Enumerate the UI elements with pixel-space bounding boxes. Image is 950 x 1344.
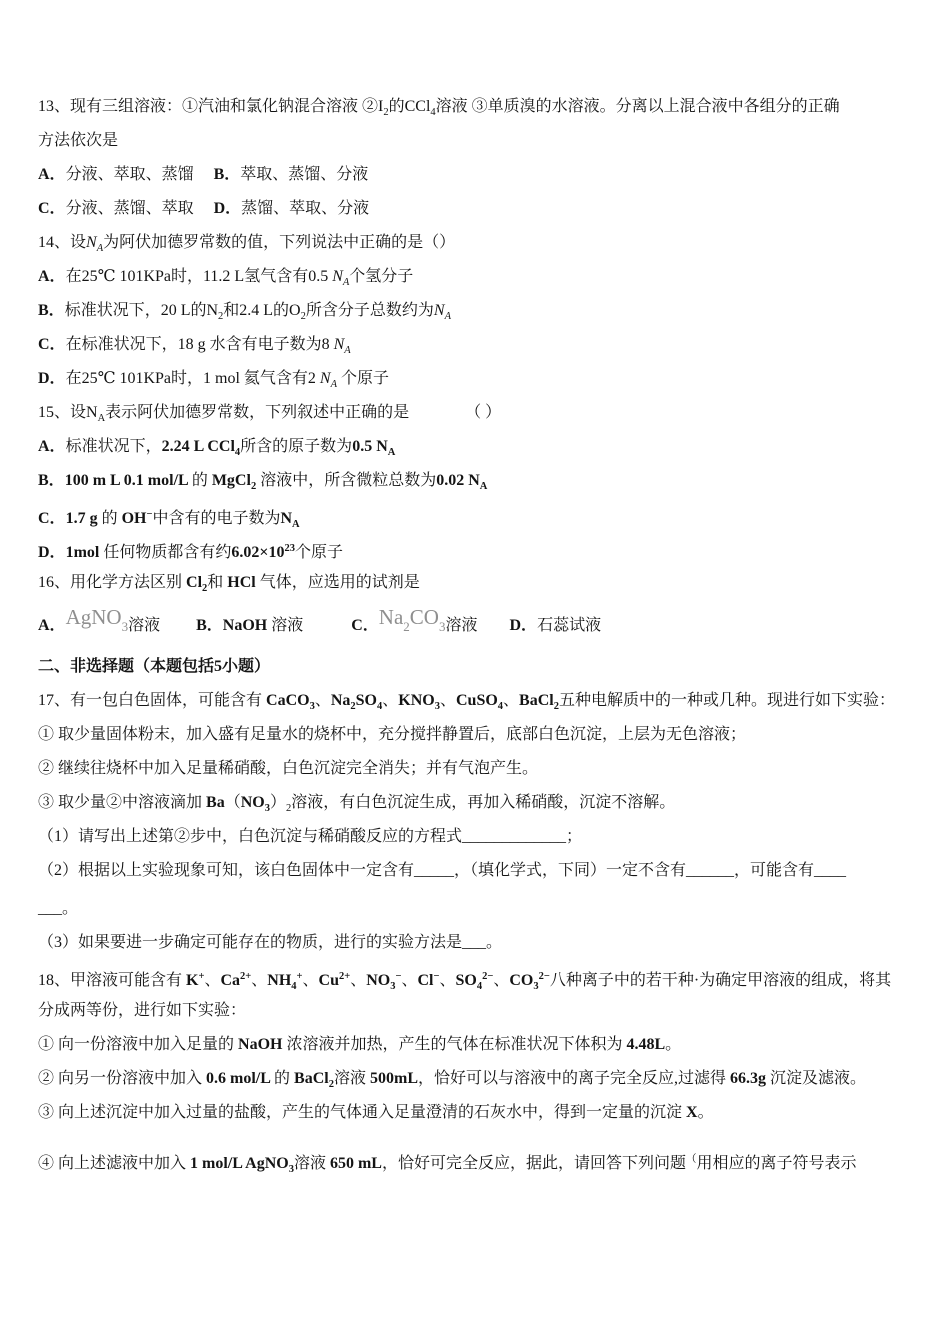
text-run: 3: [438, 619, 446, 634]
text-run: 气体，应选用的试剂是: [259, 574, 420, 591]
q18-stem-line-2: [38, 994, 916, 1028]
q17-sub-question-2-cont: [38, 892, 916, 926]
text-run: CaCO: [266, 692, 310, 709]
text-run: NaOH: [222, 617, 272, 634]
text-run: 2: [285, 803, 292, 814]
text-run: OH: [117, 510, 147, 527]
text-run: 和2.4 L的O: [223, 302, 301, 319]
text-run: Cl: [186, 574, 203, 591]
text-run: ① 取少量固体粉末，加入盛有足量水的烧杯中，充分搅拌静置后，底部白色沉淀，上层为无色溶液；: [38, 726, 747, 743]
text-run: 、: [503, 692, 520, 709]
text-run: SO: [355, 692, 377, 709]
text-run: 3: [309, 701, 315, 712]
text-run: HCl: [227, 574, 260, 591]
text-run: ___。: [38, 900, 79, 917]
text-run: ② 向另一份溶液中加入: [38, 1070, 207, 1087]
text-run: 的: [274, 1070, 295, 1087]
text-run: 沉淀及滤液。: [770, 1070, 867, 1087]
text-run: 3: [121, 619, 129, 634]
text-run: 2: [250, 481, 257, 492]
text-run: −: [146, 509, 153, 520]
text-run: NO: [240, 794, 265, 811]
text-run: 2: [328, 1079, 334, 1090]
text-run: 2.24 L CCl: [161, 438, 235, 455]
text-run: 、: [439, 692, 456, 709]
text-run: 23: [284, 543, 295, 554]
q15-option-c: [38, 498, 916, 532]
text-run: N: [332, 268, 343, 285]
text-run: 2−: [538, 971, 550, 982]
text-run: 萃取、蒸馏、分液: [240, 166, 369, 183]
text-run: Na: [378, 605, 404, 629]
text-run: 在25℃ 101KPa时，1 mol 氦气含有2: [65, 370, 320, 387]
text-run: 100 m L 0.1 mol/L: [64, 472, 192, 489]
text-run: 溶液: [333, 1070, 370, 1087]
text-run: 溶液: [128, 617, 197, 634]
text-run: ，恰好可完全反应，据此，请回答下列问题: [381, 1155, 686, 1172]
section-header: [38, 650, 916, 684]
text-run: 任何物质都含有约: [103, 544, 232, 561]
text-run: ② 继续往烧杯中加入足量稀硝酸，白色沉淀完全消失；并有气泡产生。: [38, 760, 539, 777]
text-run: A: [342, 277, 350, 288]
text-run: 4: [377, 701, 383, 712]
text-run: （2）根据以上实验现象可知，该白色固体中一定含有_____，（填化学式，下同）一定不含有______，可能含有____: [38, 862, 847, 879]
text-run: D．: [509, 617, 538, 634]
text-run: 、: [302, 972, 319, 989]
q17-stem: [38, 684, 916, 718]
text-run: X: [686, 1104, 698, 1121]
text-run: K: [186, 972, 199, 989]
text-run: 14、设: [38, 234, 87, 251]
text-run: 个氢分子: [349, 268, 414, 285]
text-run: 2: [403, 619, 410, 634]
text-run: N: [333, 336, 345, 353]
q13-options-ab: [38, 158, 916, 192]
text-run: 所含分子总数约为: [305, 302, 434, 319]
text-run: 溶液: [445, 617, 510, 634]
q13-stem-line-2: [38, 124, 916, 158]
text-run: +: [296, 971, 303, 982]
text-run: 溶液，有白色沉淀生成，再加入稀硝酸，沉淀不溶解。: [291, 794, 676, 811]
text-run: 、: [350, 972, 367, 989]
text-run: C．: [38, 200, 66, 217]
text-run: 个原子: [337, 370, 390, 387]
text-run: 0.6 mol/L: [206, 1070, 275, 1087]
q13-stem-line-1: [38, 90, 916, 124]
text-run: −: [433, 971, 440, 982]
text-run: 4: [497, 701, 504, 712]
text-run: A: [387, 447, 396, 458]
text-run: 3: [264, 803, 270, 814]
text-run: ）: [269, 794, 286, 811]
text-run: 1 mol/L AgNO: [190, 1155, 289, 1172]
q13-options-cd: [38, 192, 916, 226]
q14-option-a: [38, 260, 916, 294]
q17-sub-question-3: [38, 926, 916, 960]
text-run: B．: [38, 302, 65, 319]
q15-stem: [38, 396, 916, 430]
text-run: A: [292, 519, 300, 530]
text-run: 2+: [338, 971, 351, 982]
text-run: 66.3g: [730, 1070, 770, 1087]
q15-option-b: [38, 464, 916, 498]
text-run: SO: [455, 972, 477, 989]
text-run: 在标准状况下，18 g 水含有电子数为8: [65, 336, 334, 353]
text-run: C．: [351, 617, 379, 634]
q16-options: [38, 600, 916, 634]
q15-option-d: [38, 532, 916, 566]
q14-option-b: [38, 294, 916, 328]
text-run: 2: [202, 583, 208, 594]
text-run: 2: [553, 701, 559, 712]
text-run: ，恰好可以与溶液中的离子完全反应,过滤得: [417, 1070, 730, 1087]
q18-step-1: [38, 1028, 916, 1062]
text-run: Cl: [417, 972, 434, 989]
text-run: D．: [213, 200, 242, 217]
text-run: A．: [38, 438, 66, 455]
text-run: 中含有的电子数为: [152, 510, 281, 527]
text-run: 650 mL: [329, 1155, 382, 1172]
text-run: A．: [38, 617, 66, 634]
text-run: A: [96, 243, 104, 254]
text-run: （1）请写出上述第②步中，白色沉淀与稀硝酸反应的方程式_____________；: [38, 828, 583, 845]
text-run: Ca: [220, 972, 241, 989]
text-run: 2+: [240, 971, 252, 982]
text-run: N: [280, 510, 293, 527]
q16-stem: [38, 566, 916, 600]
text-run: B．: [213, 166, 241, 183]
text-run: ① 向一份溶液中加入足量的: [38, 1036, 239, 1053]
text-run: ④ 向上述滤液中加入: [38, 1155, 191, 1172]
text-run: 二、非选择题（本题包括5小题）: [38, 658, 271, 675]
text-run: 、: [439, 972, 456, 989]
text-run: D．: [38, 544, 66, 561]
text-run: 溶液: [271, 617, 352, 634]
text-run: 4: [234, 447, 241, 458]
text-run: A．: [38, 166, 66, 183]
text-run: （: [224, 794, 241, 811]
text-run: 3: [390, 981, 396, 992]
text-run: A: [444, 311, 451, 322]
text-run: 蒸馏、萃取、分液: [241, 200, 370, 217]
text-run: 500mL: [369, 1070, 418, 1087]
text-run: 4: [430, 107, 436, 118]
text-run: 的CCl: [388, 98, 431, 115]
text-run: 溶液中，所含微粒总数为: [256, 472, 437, 489]
text-run: N: [433, 302, 445, 319]
text-run: 、: [493, 972, 510, 989]
text-run: ③ 向上述沉淀中加入过量的盐酸，产生的气体通入足量澄清的石灰水中，得到一定量的沉淀: [38, 1104, 687, 1121]
text-run: 4: [476, 981, 483, 992]
text-run: CuSO: [455, 692, 498, 709]
text-run: 的: [191, 472, 208, 489]
text-run: 溶液 ③单质溴的水溶液。分离以上混合液中各组分的正确: [435, 98, 840, 115]
text-run: NH: [267, 972, 292, 989]
text-run: CO: [409, 605, 439, 629]
text-run: B．: [38, 472, 65, 489]
q17-sub-question-1: [38, 820, 916, 854]
text-run: 2−: [482, 971, 494, 982]
text-run: NO: [366, 972, 391, 989]
q14-option-c: [38, 328, 916, 362]
text-run: A．: [38, 268, 66, 285]
text-run: 、: [314, 692, 331, 709]
text-run: 13、现有三组溶液：①汽油和氯化钠混合溶液 ②I: [38, 98, 384, 115]
text-run: 、: [204, 972, 221, 989]
text-run: 分液、萃取、蒸馏: [65, 166, 214, 183]
text-run: 2: [218, 311, 224, 322]
text-run: 3: [288, 1164, 294, 1175]
text-run: N: [319, 370, 331, 387]
text-run: 。: [665, 1036, 682, 1053]
text-run: 五种电解质中的一种或几种。现进行如下实验：: [558, 692, 895, 709]
text-run: 18、甲溶液可能含有: [38, 972, 187, 989]
q18-step-2: [38, 1062, 916, 1096]
text-run: D．: [38, 370, 66, 387]
text-run: 八种离子中的若干种·为确定甲溶液的组成，将其: [549, 972, 892, 989]
text-run: C．: [38, 336, 66, 353]
text-run: +: [198, 971, 205, 982]
text-run: BaCl: [294, 1070, 329, 1087]
text-run: Cu: [318, 972, 339, 989]
q17-sub-question-2: [38, 854, 916, 888]
text-run: 标准状况下，20 L的N: [64, 302, 219, 319]
text-run: 用相应的离子符号表示: [696, 1155, 857, 1172]
text-run: BaCl: [519, 692, 554, 709]
text-run: （3）如果要进一步确定可能存在的物质，进行的实验方法是___。: [38, 934, 503, 951]
text-run: AgNO: [65, 605, 122, 629]
text-run: 石蕊试液: [537, 617, 602, 634]
text-run: 的: [101, 510, 118, 527]
text-run: 3: [533, 981, 539, 992]
text-run: A: [330, 379, 338, 390]
text-run: 分成两等份，进行如下实验：: [38, 1002, 247, 1019]
text-run: NaOH: [238, 1036, 287, 1053]
text-run: KNO: [398, 692, 435, 709]
q14-stem: [38, 226, 916, 260]
q18-step-3: [38, 1096, 916, 1130]
q17-step-2: [38, 752, 916, 786]
text-run: A: [97, 413, 106, 424]
text-run: 0.02 N: [436, 472, 480, 489]
text-run: 0.5 N: [352, 438, 388, 455]
text-run: 、: [382, 692, 399, 709]
text-run: 1mol: [65, 544, 104, 561]
q17-step-3: [38, 786, 916, 820]
text-run: C．: [38, 510, 66, 527]
text-run: 表示阿伏加德罗常数，下列叙述中正确的是 （ ）: [105, 404, 502, 421]
text-run: 6.02×10: [231, 544, 285, 561]
text-run: 4: [291, 981, 297, 992]
text-run: A: [479, 481, 488, 492]
text-run: −: [395, 971, 402, 982]
text-run: ③ 取少量②中溶液滴加: [38, 794, 207, 811]
text-run: 4.48L: [626, 1036, 666, 1053]
text-run: 、: [401, 972, 418, 989]
text-run: 标准状况下，: [65, 438, 162, 455]
text-run: MgCl: [207, 472, 251, 489]
text-run: 所含的原子数为: [240, 438, 353, 455]
text-run: 浓溶液并加热，产生的气体在标准状况下体积为: [286, 1036, 627, 1053]
q17-step-1: [38, 718, 916, 752]
text-run: B．: [196, 617, 223, 634]
text-run: 3: [434, 701, 440, 712]
text-run: 15、设N: [38, 404, 98, 421]
q14-option-d: [38, 362, 916, 396]
text-run: （: [685, 1154, 697, 1165]
q18-stem-line-1: [38, 960, 916, 994]
text-run: 为阿伏加德罗常数的值，下列说法中正确的是（）: [103, 234, 456, 251]
text-run: 分液、蒸馏、萃取: [65, 200, 214, 217]
text-run: 方法依次是: [38, 132, 119, 149]
q15-option-a: [38, 430, 916, 464]
text-run: 个原子: [294, 544, 343, 561]
text-run: Na: [330, 692, 351, 709]
text-run: 在25℃ 101KPa时，11.2 L氢气含有0.5: [65, 268, 333, 285]
text-run: 。: [697, 1104, 714, 1121]
text-run: 和: [207, 574, 228, 591]
text-run: Ba: [206, 794, 225, 811]
text-run: 溶液: [293, 1155, 330, 1172]
text-run: 2: [350, 701, 356, 712]
text-run: 2: [383, 107, 389, 118]
text-run: 1.7 g: [65, 510, 102, 527]
q18-step-4: [38, 1143, 916, 1177]
text-run: 2: [300, 311, 306, 322]
text-run: N: [86, 234, 97, 251]
text-run: A: [344, 345, 351, 356]
text-run: 、: [251, 972, 268, 989]
text-run: 16、用化学方法区别: [38, 574, 187, 591]
text-run: CO: [509, 972, 534, 989]
text-run: 17、有一包白色固体，可能含有: [38, 692, 267, 709]
